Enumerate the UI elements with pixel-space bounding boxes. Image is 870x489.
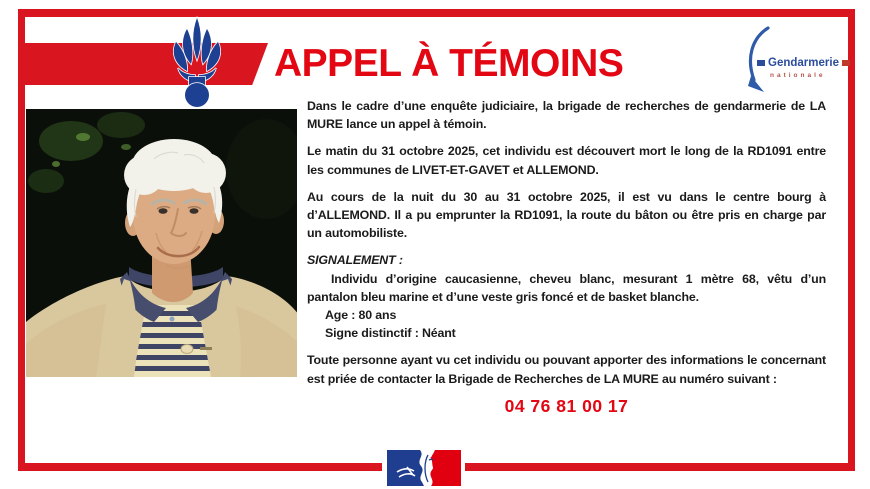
signalement-signe-distinctif: Signe distinctif : Néant [325,326,456,341]
signalement-description: Individu d’origine caucasienne, cheveu blanc, mesurant 1 mètre 68, vêtu d’un pantalon bleu marine et d’une veste gris foncé et de basket blanche. [307,271,826,304]
french-republic-marianne-logo [387,450,461,486]
frame-top-border [18,9,855,17]
poster-title: APPEL À TÉMOINS [274,42,624,85]
gendarmerie-nationale-logo [740,24,850,100]
paragraph-decouverte: Le matin du 31 octobre 2025, cet individu est découvert mort le long de la RD1091 entre les communes de LIVET-ET-GAVET et ALLEMOND. [307,144,826,177]
frame-bottom-border-left [18,463,382,471]
signalement-label: SIGNALEMENT : [307,253,403,268]
blue-square-icon [757,60,765,66]
red-square-icon [842,60,850,66]
gendarmerie-logo-text: Gendarmerie [768,57,839,69]
gendarmerie-logo-subtext: nationale [770,72,826,79]
case-description [307,97,826,424]
frame-bottom-border-right [465,463,855,471]
contact-phone-number: 04 76 81 00 17 [504,395,629,416]
frame-left-border [18,9,25,471]
paragraph-enquete: Dans le cadre d’une enquête judiciaire, la brigade de recherches de gendarmerie de LA MURE lance un appel à témoin. [307,99,826,132]
signalement-age: Age : 80 ans [325,308,397,323]
gendarmerie-grenade-icon [166,16,228,108]
paragraph-nuit: Au cours de la nuit du 30 au 31 octobre 2025, il est vu dans le centre bourg à d’ALLEMOND. Il a pu emprunter la RD1091, la route du bâton ou être pris en charge par un automobiliste. [307,189,826,241]
header-red-band [25,43,268,85]
missing-person-photo [26,109,297,377]
appeal-text: Toute personne ayant vu cet individu ou pouvant apporter des informations le concernant est priée de contacter la Brigade de Recherches de LA MURE au numéro suivant : [307,353,826,386]
gendarmerie-logo-wordmark [757,57,850,69]
